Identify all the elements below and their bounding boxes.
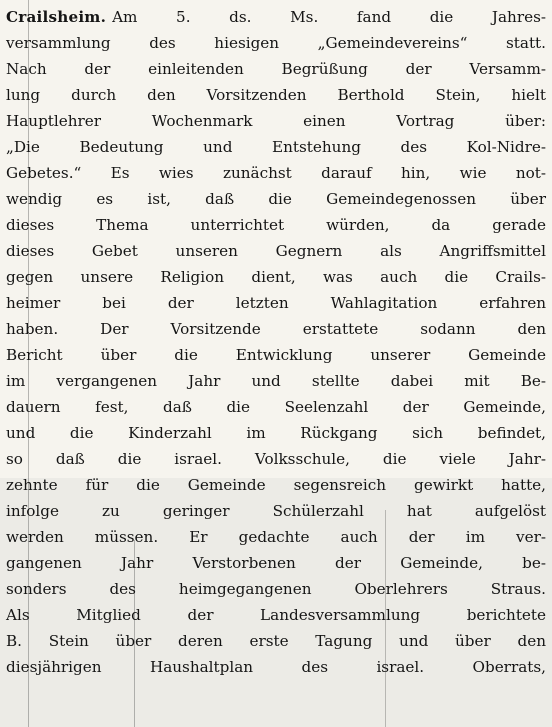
article-line: „Die Bedeutung und Entstehung des Kol-Nidre- [6,138,546,156]
article-line: infolge zu geringer Schülerzahl hat aufgelöst [6,502,546,520]
article-line: und die Kinderzahl im Rückgang sich befindet, [6,424,546,442]
article-line: gegen unsere Religion dient, was auch die Crails- [6,268,546,286]
article-line [6,4,546,30]
article-line: dieses Gebet unseren Gegnern als Angriffsmittel [6,242,546,260]
article-line: Bericht über die Entwicklung unserer Gemeinde [6,346,546,364]
article-line: Hauptlehrer Wochenmark einen Vortrag über: [6,112,546,130]
article-line: diesjährigen Haushaltplan des israel. Oberrats, [6,658,546,676]
article-line: zehnte für die Gemeinde segensreich gewirkt hatte, [6,476,546,494]
article-line: werden müssen. Er gedachte auch der im ver- [6,528,546,546]
article-line: dieses Thema unterrichtet würden, da gerade [6,216,546,234]
article-line: haben. Der Vorsitzende erstattete sodann den [6,320,546,338]
article-line-text: Am 5. ds. Ms. fand die Jahres- [112,8,546,26]
article-line: dauern fest, daß die Seelenzahl der Gemeinde, [6,398,546,416]
article-line: B. Stein über deren erste Tagung und über den [6,632,546,650]
article-line: sonders des heimgegangenen Oberlehrers Straus. [6,580,546,598]
article-line: heimer bei der letzten Wahlagitation erfahren [6,294,546,312]
article-place-heading: Crailsheim. [6,8,107,26]
article-line: wendig es ist, daß die Gemeindegenossen über [6,190,546,208]
article-line: gangenen Jahr Verstorbenen der Gemeinde, be- [6,554,546,572]
article-line: Als Mitglied der Landesversammlung berichtete [6,606,546,624]
article-line: Nach der einleitenden Begrüßung der Versamm- [6,60,546,78]
article-line: im vergangenen Jahr und stellte dabei mit Be- [6,372,546,390]
article-line: so daß die israel. Volksschule, die viele Jahr- [6,450,546,468]
article-line: Gebetes.“ Es wies zunächst darauf hin, wie not- [6,164,546,182]
article-line: versammlung des hiesigen „Gemeindevereins“ statt. [6,34,546,52]
article-line: lung durch den Vorsitzenden Berthold Stein, hielt [6,86,546,104]
article-column [6,4,546,680]
